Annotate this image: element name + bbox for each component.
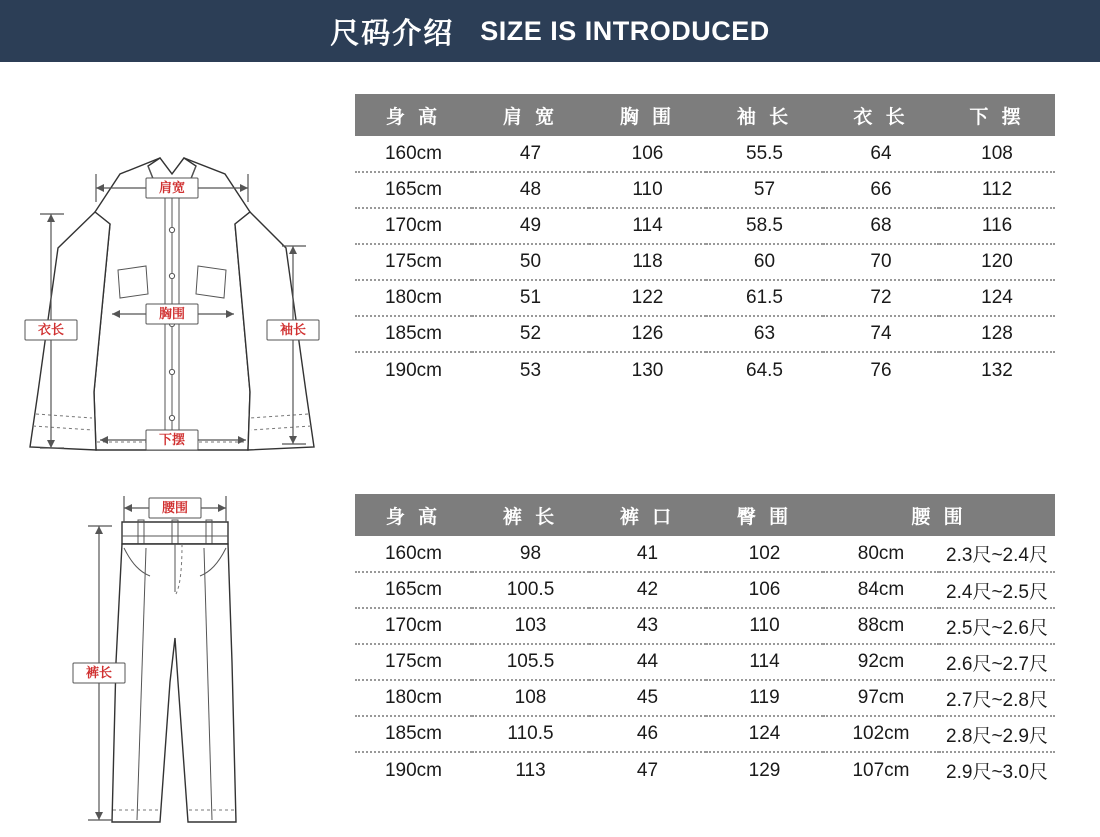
table-cell: 2.4尺~2.5尺 [939, 572, 1055, 608]
table-cell: 107cm [823, 752, 939, 788]
table-cell: 49 [472, 208, 589, 244]
table-cell: 61.5 [706, 280, 823, 316]
table-cell: 44 [589, 644, 706, 680]
page-title-en: SIZE IS INTRODUCED [480, 15, 770, 46]
label-hem: 下摆 [158, 432, 186, 447]
table-cell: 124 [706, 716, 823, 752]
table-cell: 105.5 [472, 644, 589, 680]
table-cell: 180cm [355, 280, 472, 316]
table-cell: 41 [589, 536, 706, 572]
table-cell: 113 [472, 752, 589, 788]
table-cell: 74 [823, 316, 939, 352]
table-cell: 103 [472, 608, 589, 644]
table-cell: 2.8尺~2.9尺 [939, 716, 1055, 752]
table-cell: 51 [472, 280, 589, 316]
label-sleeve-length: 袖长 [279, 322, 307, 337]
table-cell: 175cm [355, 644, 472, 680]
label-pants-length: 裤长 [85, 665, 113, 680]
table-cell: 110 [589, 172, 706, 208]
table-row [355, 680, 1055, 716]
table-cell: 46 [589, 716, 706, 752]
column-header: 肩 宽 [472, 94, 589, 136]
table-body [355, 536, 1055, 788]
table-cell: 126 [589, 316, 706, 352]
table-cell: 66 [823, 172, 939, 208]
jacket-size-table [355, 94, 1055, 388]
column-header: 身 高 [355, 94, 472, 136]
pants-table-container [345, 452, 1100, 837]
table-row [355, 352, 1055, 388]
table-cell: 128 [939, 316, 1055, 352]
table-cell: 130 [589, 352, 706, 388]
table-cell: 110.5 [472, 716, 589, 752]
table-cell: 165cm [355, 172, 472, 208]
table-row [355, 572, 1055, 608]
table-cell: 170cm [355, 608, 472, 644]
table-cell: 76 [823, 352, 939, 388]
table-cell: 110 [706, 608, 823, 644]
table-cell: 47 [472, 136, 589, 172]
table-cell: 64 [823, 136, 939, 172]
column-header: 胸 围 [589, 94, 706, 136]
table-cell: 64.5 [706, 352, 823, 388]
table-cell: 106 [706, 572, 823, 608]
jacket-figure [0, 62, 345, 452]
table-cell: 2.6尺~2.7尺 [939, 644, 1055, 680]
table-cell: 2.3尺~2.4尺 [939, 536, 1055, 572]
table-cell: 160cm [355, 536, 472, 572]
table-cell: 122 [589, 280, 706, 316]
table-cell: 116 [939, 208, 1055, 244]
table-cell: 52 [472, 316, 589, 352]
table-cell: 170cm [355, 208, 472, 244]
table-cell: 185cm [355, 316, 472, 352]
table-cell: 108 [472, 680, 589, 716]
table-cell: 175cm [355, 244, 472, 280]
jacket-diagram [0, 62, 345, 452]
table-cell: 160cm [355, 136, 472, 172]
label-garment-length: 衣长 [37, 322, 65, 337]
table-cell: 50 [472, 244, 589, 280]
table-row [355, 244, 1055, 280]
jacket-section [0, 62, 1100, 452]
table-row [355, 208, 1055, 244]
table-row [355, 280, 1055, 316]
table-cell: 48 [472, 172, 589, 208]
table-cell: 53 [472, 352, 589, 388]
table-cell: 80cm [823, 536, 939, 572]
table-cell: 190cm [355, 752, 472, 788]
table-cell: 100.5 [472, 572, 589, 608]
table-cell: 102 [706, 536, 823, 572]
pants-diagram [0, 452, 345, 837]
label-chest: 胸围 [158, 306, 186, 321]
table-row [355, 644, 1055, 680]
table-cell: 108 [939, 136, 1055, 172]
table-row [355, 752, 1055, 788]
table-cell: 84cm [823, 572, 939, 608]
table-cell: 106 [589, 136, 706, 172]
table-cell: 112 [939, 172, 1055, 208]
table-cell: 97cm [823, 680, 939, 716]
pants-section [0, 452, 1100, 837]
table-cell: 70 [823, 244, 939, 280]
table-cell: 42 [589, 572, 706, 608]
column-header: 衣 长 [823, 94, 939, 136]
table-cell: 124 [939, 280, 1055, 316]
table-row [355, 716, 1055, 752]
table-cell: 180cm [355, 680, 472, 716]
table-cell: 63 [706, 316, 823, 352]
table-cell: 165cm [355, 572, 472, 608]
table-cell: 45 [589, 680, 706, 716]
table-cell: 55.5 [706, 136, 823, 172]
column-header: 下 摆 [939, 94, 1055, 136]
pants-size-table [355, 494, 1055, 788]
table-row [355, 316, 1055, 352]
page-title-cn: 尺码介绍 [330, 17, 455, 50]
label-shoulder: 肩宽 [158, 180, 186, 195]
table-cell: 60 [706, 244, 823, 280]
jacket-table-container [345, 62, 1100, 452]
table-cell: 68 [823, 208, 939, 244]
table-cell: 43 [589, 608, 706, 644]
table-cell: 190cm [355, 352, 472, 388]
table-body [355, 136, 1055, 388]
pants-figure [0, 452, 345, 837]
table-cell: 2.5尺~2.6尺 [939, 608, 1055, 644]
table-header-row [355, 94, 1055, 136]
table-cell: 185cm [355, 716, 472, 752]
column-header: 裤 长 [472, 494, 589, 536]
table-cell: 2.9尺~3.0尺 [939, 752, 1055, 788]
column-header: 袖 长 [706, 94, 823, 136]
table-row [355, 136, 1055, 172]
table-cell: 114 [706, 644, 823, 680]
table-cell: 72 [823, 280, 939, 316]
column-header: 腰 围 [823, 494, 1055, 536]
table-cell: 118 [589, 244, 706, 280]
column-header: 裤 口 [589, 494, 706, 536]
table-cell: 119 [706, 680, 823, 716]
table-row [355, 608, 1055, 644]
page-header [0, 0, 1100, 62]
table-cell: 98 [472, 536, 589, 572]
column-header: 臀 围 [706, 494, 823, 536]
label-waist: 腰围 [161, 500, 189, 515]
table-cell: 114 [589, 208, 706, 244]
table-cell: 47 [589, 752, 706, 788]
table-cell: 132 [939, 352, 1055, 388]
table-cell: 102cm [823, 716, 939, 752]
table-cell: 92cm [823, 644, 939, 680]
table-row [355, 172, 1055, 208]
table-cell: 88cm [823, 608, 939, 644]
table-cell: 2.7尺~2.8尺 [939, 680, 1055, 716]
column-header: 身 高 [355, 494, 472, 536]
table-cell: 58.5 [706, 208, 823, 244]
table-header-row [355, 494, 1055, 536]
table-cell: 57 [706, 172, 823, 208]
table-cell: 120 [939, 244, 1055, 280]
table-cell: 129 [706, 752, 823, 788]
table-row [355, 536, 1055, 572]
